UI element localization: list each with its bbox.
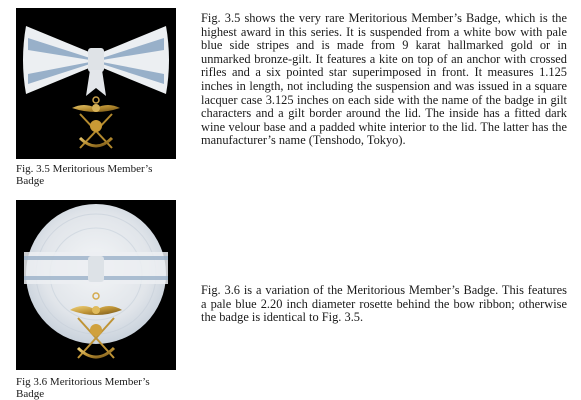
figure-caption: Fig 3.6 Meritorious Member’s Badge [16,376,150,400]
figure-3-5-photo [16,8,176,159]
badge-with-bow-icon [16,8,176,159]
body-paragraph: Fig. 3.6 is a variation of the Meritorious Member’s Badge. This features a pale blue 2.20 inch diameter rosette behind the bow ribbon; otherwise the badge is identical to Fig. 3.5. [201,283,567,325]
body-paragraph: Fig. 3.5 shows the very rare Meritorious Member’s Badge, which is the highest award in this series. It is suspended from a white bow with pale blue side stripes and is made from 9 karat hallmarked gold or in unmarked bronze-gilt. It features a kite on top of an anchor with crossed rifles and a six pointed star superimposed in front. It measures 1.125 inches in length, not including the suspension and was issued in a square lacquer case 3.125 inches on each side with the name of the badge in gilt characters and a gilt border around the lid. The inside has a fitted dark wine velour base and a padded white interior to the lid. The latter has the manufacturer’s name (Tenshodo, Tokyo). [201,11,567,148]
figure-3-6-photo [16,200,176,370]
badge-with-rosette-icon [16,200,176,370]
figure-caption: Fig. 3.5 Meritorious Member’s Badge [16,163,153,187]
